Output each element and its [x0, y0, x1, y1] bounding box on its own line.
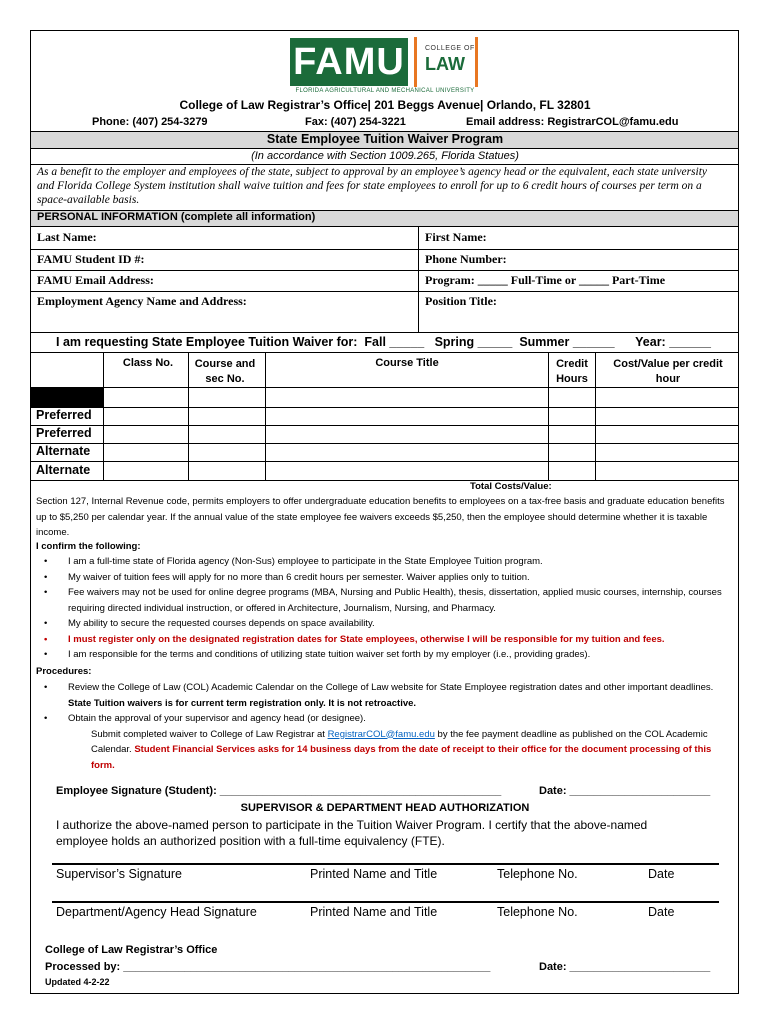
col-cost-value: Cost/Value per credit hour: [613, 358, 723, 385]
registrar-email-link[interactable]: RegistrarCOL@famu.edu: [327, 728, 435, 740]
footer-office: College of Law Registrar’s Office: [45, 944, 218, 956]
office-fax: Fax: (407) 254-3221: [305, 116, 406, 128]
first-name-field[interactable]: First Name:: [425, 230, 487, 244]
supervisor-telephone-label[interactable]: Telephone No.: [497, 867, 578, 881]
blacked-out-cell: [30, 387, 103, 407]
form-title: State Employee Tuition Waiver Program: [266, 132, 504, 146]
procedures-list: [36, 680, 726, 773]
col-credit-hours: Credit Hours: [556, 358, 588, 385]
confirm-item: • Fee waivers may not be used for online degree programs (MBA, Nursing and Public Health), thesis, dissertation, applied music courses, internship, courses requiring directed individual instruction, or offered in Architecture, Journalism, Nursing, and Pharmacy.: [44, 587, 722, 614]
procedure-item: • Obtain the approval of your supervisor and agency head (or designee).: [44, 713, 366, 724]
confirm-list: [36, 554, 726, 663]
logo-college-of: COLLEGE OF: [425, 45, 475, 52]
authorization-statement: I authorize the above-named person to participate in the Tuition Waiver Program. I certify that the above-named employee holds an authorized position with a full-time equivalency (FTE).: [56, 818, 648, 848]
term-request-line[interactable]: I am requesting State Employee Tuition Waiver for: Fall _____ Spring _____ Summer ______ Year: ______: [56, 335, 711, 349]
confirm-item: • My ability to secure the requested courses depends on space availability.: [44, 618, 375, 629]
supervisor-signature-label[interactable]: Supervisor’s Signature: [56, 867, 182, 881]
office-email: Email address: RegistrarCOL@famu.edu: [466, 116, 679, 128]
supervisor-printed-name-label[interactable]: Printed Name and Title: [310, 867, 438, 881]
row-label-alternate-2: Alternate: [36, 463, 91, 477]
email-field[interactable]: FAMU Email Address:: [37, 273, 154, 287]
total-costs-label: Total Costs/Value:: [470, 481, 552, 492]
submit-instructions: Submit completed waiver to College of Law Registrar at RegistrarCOL@famu.edu by the fee payment deadline as published on the COL Academic Calendar. Student Financial Services asks for 14 business days from the date of receipt to their office for the document processing of this form.: [91, 728, 712, 771]
program-field[interactable]: Program: _____ Full-Time or _____ Part-Time: [425, 273, 666, 287]
student-id-field[interactable]: FAMU Student ID #:: [37, 252, 145, 266]
section-127-text: Section 127, Internal Revenue code, permits employers to offer undergraduate education benefits to employees on a tax-free basis and graduate education benefits up to $5,250 per calendar year. If the annual value of the state employee fee waivers exceeds $5,250, then the employee should determine whether it is taxable income.: [36, 496, 725, 538]
college-of-law-logo: [414, 37, 478, 87]
updated-date: Updated 4-2-22: [45, 977, 110, 987]
supervisor-heading: SUPERVISOR & DEPARTMENT HEAD AUTHORIZATION: [240, 802, 530, 814]
agency-head-signature-label[interactable]: Department/Agency Head Signature: [56, 905, 257, 919]
col-course-sec: Course and sec No.: [194, 358, 256, 385]
agency-head-date-label[interactable]: Date: [648, 905, 675, 919]
agency-head-printed-name-label[interactable]: Printed Name and Title: [310, 905, 438, 919]
processed-by-field[interactable]: Processed by: ____________________________________________________________: [45, 961, 491, 973]
procedure-item: • Review the College of Law (COL) Academic Calendar on the College of Law website for State Employee registration dates and other important deadlines. State Tuition waivers is for current term registration only. It is not retroactive.: [44, 682, 714, 709]
confirm-item: • I am responsible for the terms and conditions of utilizing state tuition waiver set forth by my employer (i.e., providing grades).: [44, 649, 591, 660]
col-class-no: Class No.: [122, 357, 174, 369]
row-label-preferred-2: Preferred: [36, 426, 92, 440]
office-phone: Phone: (407) 254-3279: [92, 116, 208, 128]
col-course-title: Course Title: [375, 357, 439, 369]
agency-field[interactable]: Employment Agency Name and Address:: [37, 294, 247, 308]
employee-date-field[interactable]: Date: _______________________: [539, 785, 711, 797]
supervisor-date-label[interactable]: Date: [648, 867, 675, 881]
logo-university-name: FLORIDA AGRICULTURAL AND MECHANICAL UNIVERSITY: [295, 88, 475, 94]
logo-law: LAW: [425, 54, 465, 74]
employee-signature-field[interactable]: Employee Signature (Student): ______________________________________________: [56, 785, 502, 797]
last-name-field[interactable]: Last Name:: [37, 230, 97, 244]
procedures-heading: Procedures:: [36, 666, 92, 677]
confirm-heading: I confirm the following:: [36, 541, 141, 552]
agency-head-telephone-label[interactable]: Telephone No.: [497, 905, 578, 919]
famu-logo: FAMU: [290, 38, 408, 86]
row-label-alternate-1: Alternate: [36, 444, 91, 458]
intro-paragraph: As a benefit to the employer and employees of the state, subject to approval by an employee’s agency head or the equivalent, each state university and Florida College System institution shall waive tuition and fees for state employees to enroll for up to 6 credit hours of courses per term on a space-available basis.: [37, 166, 708, 206]
personal-info-heading: PERSONAL INFORMATION (complete all information): [37, 211, 316, 223]
form-subtitle: (In accordance with Section 1009.265, Florida Statues): [251, 150, 519, 162]
confirm-item-warning: • I must register only on the designated registration dates for State employees, otherwise I will be responsible for my tuition and fees.: [44, 633, 665, 645]
processed-date-field[interactable]: Date: _______________________: [539, 961, 711, 973]
confirm-item: • My waiver of tuition fees will apply for no more than 6 credit hours per semester. Waiver applies only to tuition.: [44, 571, 530, 583]
office-address: College of Law Registrar’s Office| 201 Beggs Avenue| Orlando, FL 32801: [179, 98, 591, 112]
phone-number-field[interactable]: Phone Number:: [425, 252, 507, 266]
position-title-field[interactable]: Position Title:: [425, 294, 497, 308]
confirm-item: • I am a full-time state of Florida agency (Non-Sus) employee to participate in the State Employee Tuition program.: [44, 556, 543, 567]
row-label-preferred-1: Preferred: [36, 408, 92, 422]
